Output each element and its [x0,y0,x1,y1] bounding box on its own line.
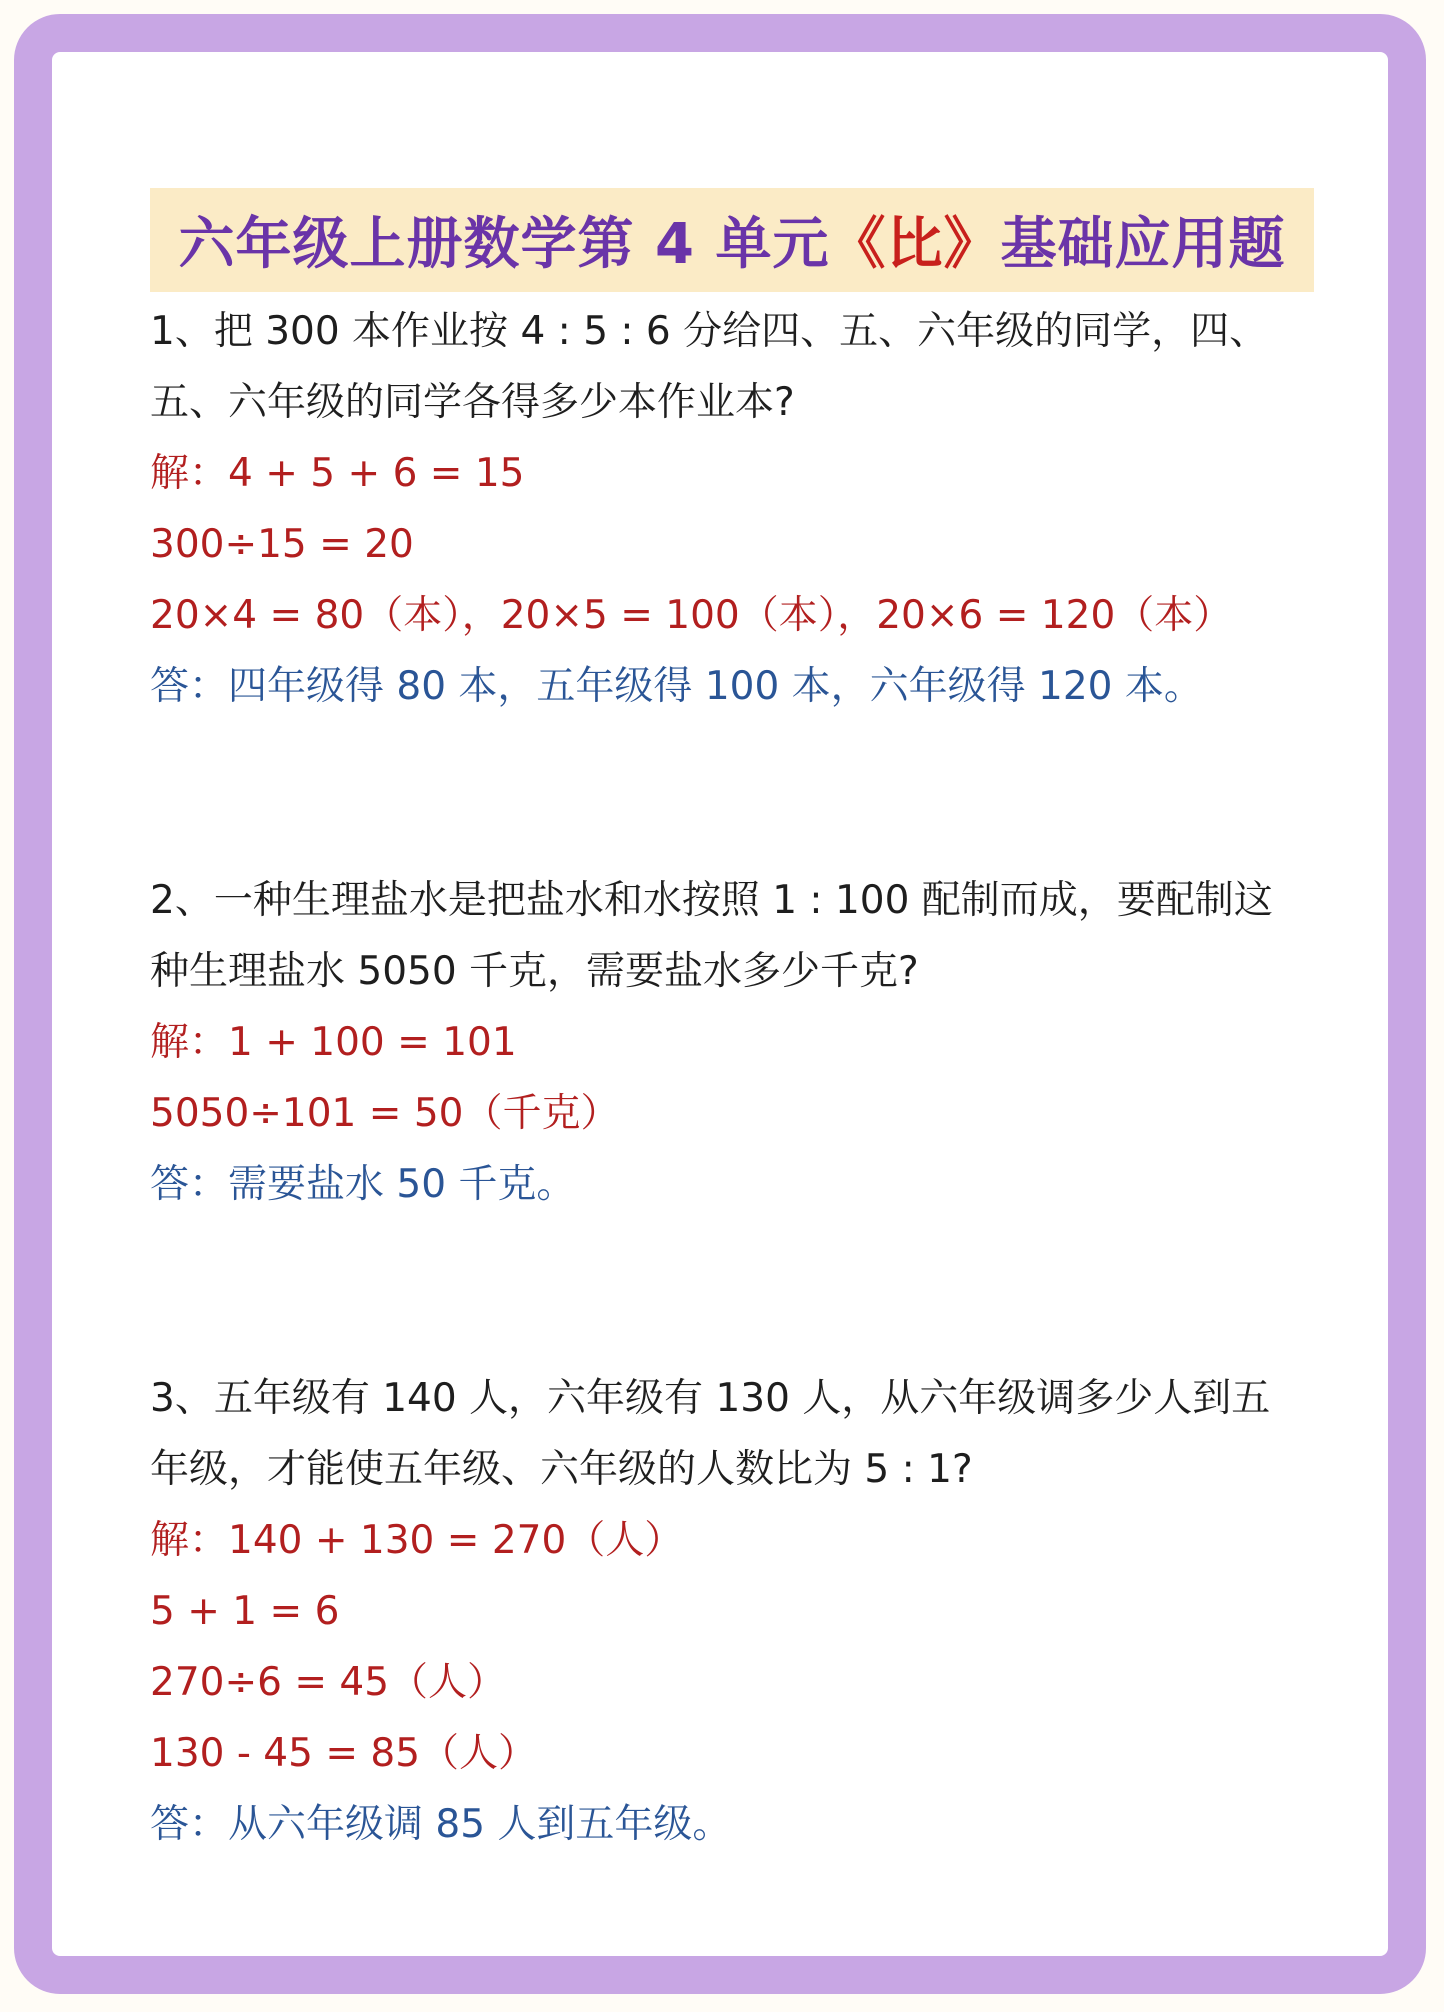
problem-list [150,296,1330,1860]
question-line: 年级，才能使五年级、六年级的人数比为 5 : 1? [150,1447,973,1492]
solution-line: 300÷15 = 20 [150,522,414,567]
title-part-topic: 《比》 [829,212,1001,277]
solution-line: 解：4 + 5 + 6 = 15 [150,451,525,496]
answer-line: 答：需要盐水 50 千克。 [150,1162,576,1207]
solution-line: 5050÷101 = 50（千克） [150,1091,620,1136]
problem-3 [150,1363,1330,1860]
solution-line: 解：140 + 130 = 270（人） [150,1518,684,1563]
solution-line: 270÷6 = 45（人） [150,1660,507,1705]
answer-line: 答：四年级得 80 本，五年级得 100 本，六年级得 120 本。 [150,664,1203,709]
solution-line: 解：1 + 100 = 101 [150,1020,517,1065]
solution-line: 130 - 45 = 85（人） [150,1731,538,1776]
spacer [150,1220,1330,1363]
title-part-grade-unit: 六年级上册数学第 4 单元 [178,212,830,277]
spacer [150,722,1330,865]
question-line: 3、五年级有 140 人，六年级有 130 人，从六年级调多少人到五 [150,1376,1271,1421]
question-line: 1、把 300 本作业按 4 : 5 : 6 分给四、五、六年级的同学，四、 [150,309,1269,354]
problem-2 [150,865,1330,1220]
solution-line: 20×4 = 80（本），20×5 = 100（本），20×6 = 120（本） [150,593,1233,638]
question-line: 2、一种生理盐水是把盐水和水按照 1 : 100 配制而成，要配制这 [150,878,1273,923]
title-part-type: 基础应用题 [1000,212,1286,277]
solution-line: 5 + 1 = 6 [150,1589,340,1634]
page-title [150,188,1314,292]
question-line: 种生理盐水 5050 千克，需要盐水多少千克? [150,949,919,994]
question-line: 五、六年级的同学各得多少本作业本? [150,380,795,425]
problem-1 [150,296,1330,722]
answer-line: 答：从六年级调 85 人到五年级。 [150,1802,732,1847]
